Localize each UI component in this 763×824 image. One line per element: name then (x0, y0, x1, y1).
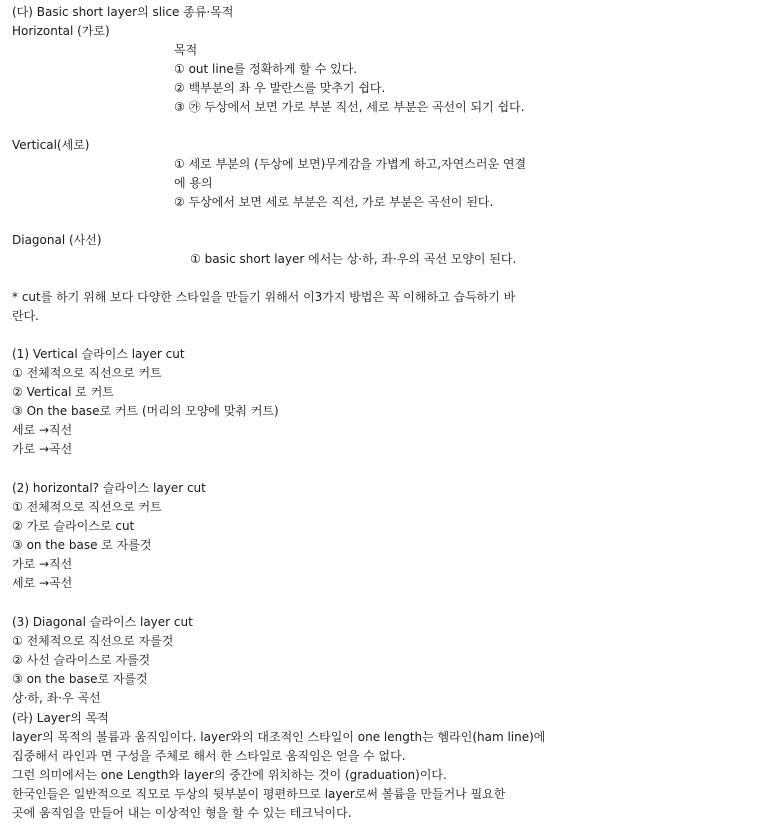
note-line: 란다. (12, 309, 39, 323)
cut-1-item: 세로 →직선 (12, 423, 73, 437)
vertical-item: 에 용의 (174, 176, 213, 190)
vertical-item: ② 두상에서 보면 세로 부분은 직선, 가로 부분은 곡선이 된다. (174, 195, 494, 209)
note-line: * cut를 하기 위해 보다 다양한 스타일을 만들기 위해서 이3가지 방법은 꼭 이해하고 습득하기 바 (12, 290, 516, 304)
cut-2-title: (2) horizontal? 슬라이스 layer cut (12, 481, 206, 495)
cut-1-item: ② Vertical 로 커트 (12, 385, 114, 399)
horizontal-title: Horizontal (가로) (12, 24, 110, 38)
cut-2-item: 가로 →직선 (12, 557, 73, 571)
paragraph-line: 그런 의미에서는 one Length와 layer의 중간에 위치하는 것이 (graduation)이다. (12, 768, 447, 782)
cut-1-item: 가로 →곡선 (12, 442, 73, 456)
horizontal-item: ③ ㉮ 두상에서 보면 가로 부분 직선, 세로 부분은 곡선이 되기 쉽다. (174, 100, 525, 114)
cut-3-item: ② 사선 슬라이스로 자를것 (12, 653, 151, 667)
cut-2-item: 세로 →곡선 (12, 576, 73, 590)
cut-3-item: 상·하, 좌·우 곡선 (12, 691, 101, 705)
cut-1-title: (1) Vertical 슬라이스 layer cut (12, 347, 185, 361)
cut-3-item: ③ on the base로 자를것 (12, 672, 148, 686)
cut-2-item: ③ on the base 로 자를것 (12, 538, 152, 552)
section-heading: (라) Layer의 목적 (12, 711, 109, 725)
paragraph-line: 곳에 움직임을 만들어 내는 이상적인 형을 할 수 있는 테크닉이다. (12, 806, 352, 820)
diagonal-title: Diagonal (사선) (12, 233, 102, 247)
purpose-label: 목적 (174, 43, 198, 57)
paragraph-line: layer의 목적의 볼륨과 움직임이다. layer와의 대조적인 스타일이 one length는 헴라인(ham line)에 (12, 730, 546, 744)
cut-1-item: ③ On the base로 커트 (머리의 모양에 맞춰 커트) (12, 404, 279, 418)
vertical-title: Vertical(세로) (12, 138, 90, 152)
vertical-item: ① 세로 부분의 (두상에 보면)무게감을 가볍게 하고,자연스러운 연결 (174, 157, 527, 171)
paragraph-line: 한국인들은 일반적으로 직모로 두상의 뒷부분이 평편하므로 layer로써 볼륨을 만들거나 필요한 (12, 787, 506, 801)
cut-3-item: ① 전체적으로 직선으로 자를것 (12, 634, 174, 648)
cut-1-item: ① 전체적으로 직선으로 커트 (12, 366, 162, 380)
cut-2-item: ① 전체적으로 직선으로 커트 (12, 500, 162, 514)
paragraph-line: 집중해서 라인과 면 구성을 주체로 해서 한 스타일로 움직임은 얻을 수 없다. (12, 749, 406, 763)
cut-2-item: ② 가로 슬라이스로 cut (12, 519, 135, 533)
diagonal-item: ① basic short layer 에서는 상·하, 좌·우의 곡선 모양이 된다. (190, 252, 517, 266)
horizontal-item: ② 백부분의 좌 우 발란스를 맞추기 쉽다. (174, 81, 386, 95)
section-heading: (다) Basic short layer의 slice 종류·목적 (12, 5, 234, 19)
cut-3-title: (3) Diagonal 슬라이스 layer cut (12, 615, 193, 629)
horizontal-item: ① out line를 정확하게 할 수 있다. (174, 62, 358, 76)
